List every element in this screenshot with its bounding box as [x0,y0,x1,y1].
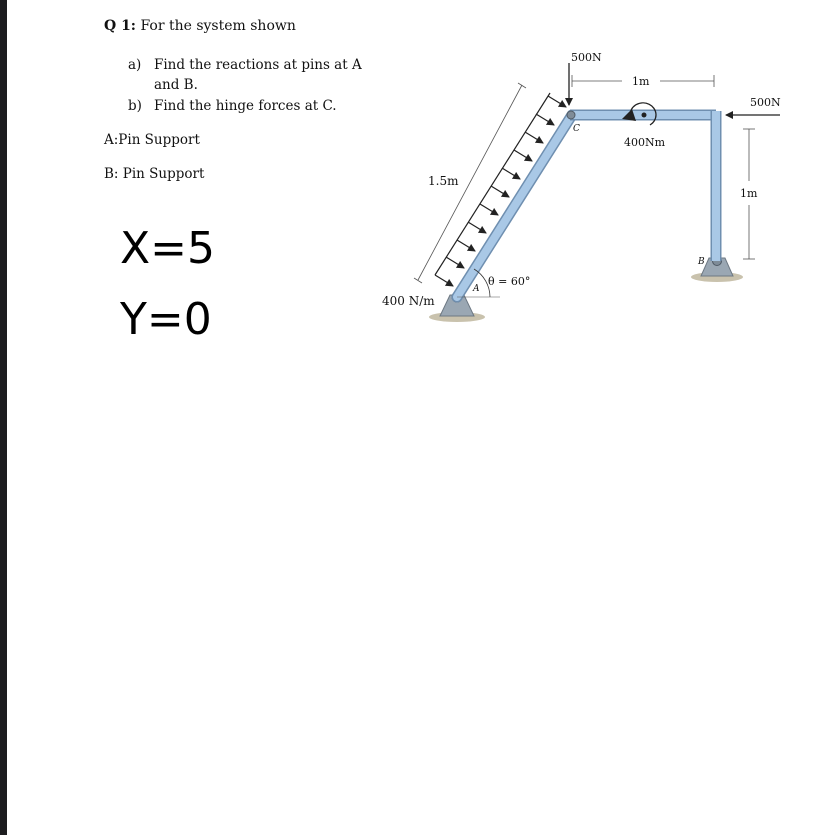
hinge-c [567,111,575,119]
answer-x: X=5 [120,223,216,274]
horizontal-length-label: 1m [632,75,650,88]
question-title [104,18,296,34]
load-right-label: 500N [750,96,781,109]
part-b-text: Find the hinge forces at C. [154,98,337,114]
part-a-line2: and B. [154,77,198,93]
vertical-length-label: 1m [740,187,758,200]
moment-label: 400Nm [624,136,666,149]
left-edge-bar [0,0,7,835]
question-prompt: For the system shown [140,18,296,34]
angle-label: θ = 60° [488,275,531,288]
frame-diagram [360,45,820,345]
incline-length-label: 1.5m [428,174,459,188]
support-a-note: A:Pin Support [104,132,200,148]
part-b [128,96,337,116]
part-b-label: b) [128,98,142,114]
answer-y: Y=0 [120,294,212,345]
point-a-label: A [473,284,480,294]
part-a-label: a) [128,57,142,73]
support-b-note: B: Pin Support [104,166,205,182]
distributed-load-arrows [435,93,566,286]
load-top-label: 500N [571,51,602,64]
part-a-line1: Find the reactions at pins at A [154,57,362,73]
point-b-label: B [698,257,705,267]
question-number: Q 1: [104,18,136,34]
distributed-load-label: 400 N/m [382,294,435,308]
part-a [128,55,368,95]
point-c-label: C [573,124,580,134]
